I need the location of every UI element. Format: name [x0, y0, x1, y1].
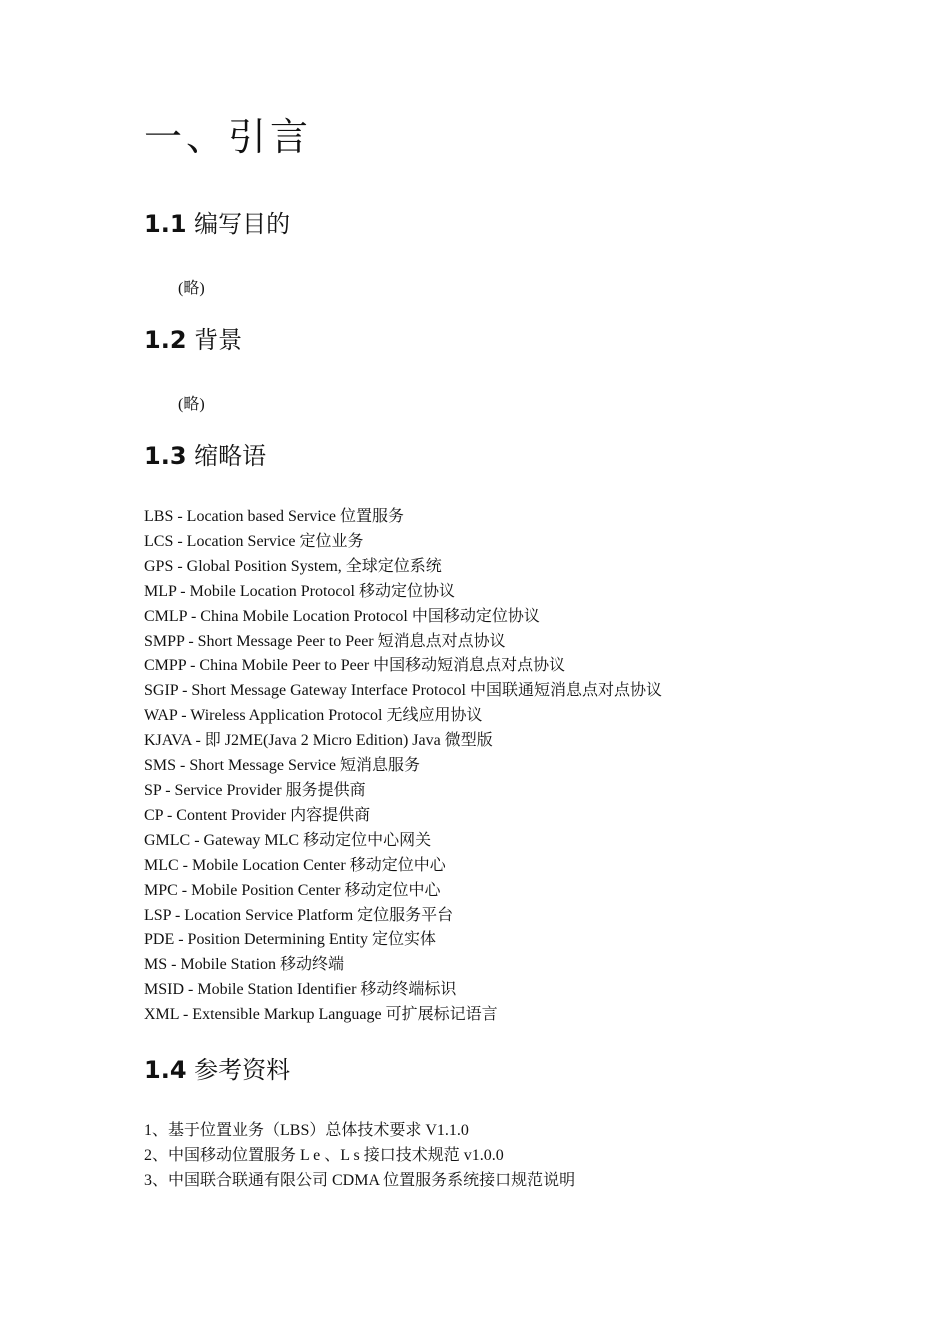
- abbreviation-item: MLP - Mobile Location Protocol 移动定位协议: [144, 582, 455, 600]
- abbreviation-item: LBS - Location based Service 位置服务: [144, 508, 404, 525]
- abbreviation-item: KJAVA - 即 J2ME(Java 2 Micro Edition) Java 微型版: [144, 732, 493, 750]
- abbreviation-item: WAP - Wireless Application Protocol 无线应用协议: [144, 707, 483, 725]
- abbreviation-item: SMS - Short Message Service 短消息服务: [144, 757, 420, 775]
- abbreviation-item: MSID - Mobile Station Identifier 移动终端标识: [144, 981, 457, 999]
- abbreviation-item: CP - Content Provider 内容提供商: [144, 806, 371, 824]
- section-title: 背景: [194, 326, 243, 354]
- reference-item: 3、中国联合联通有限公司 CDMA 位置服务系统接口规范说明: [144, 1171, 576, 1189]
- reference-item: 2、中国移动位置服务 L e 、L s 接口技术规范 v1.0.0: [144, 1146, 504, 1164]
- abbreviation-item: CMPP - China Mobile Peer to Peer 中国移动短消息点对点协议: [144, 657, 566, 675]
- abbreviation-list: [144, 505, 662, 1028]
- section-heading-1-2: [144, 320, 242, 355]
- abbreviation-item: LCS - Location Service 定位业务: [144, 532, 364, 550]
- abbreviation-item: LSP - Location Service Platform 定位服务平台: [144, 906, 454, 924]
- abbreviation-item: MS - Mobile Station 移动终端: [144, 956, 345, 974]
- abbreviation-item: GMLC - Gateway MLC 移动定位中心网关: [144, 831, 432, 849]
- reference-list: [144, 1119, 575, 1194]
- section-note: (略): [178, 396, 205, 413]
- abbreviation-item: SMPP - Short Message Peer to Peer 短消息点对点协议: [144, 632, 506, 650]
- section-note: (略): [178, 280, 205, 297]
- section-title: 参考资料: [194, 1056, 291, 1084]
- section-heading-1-4: [144, 1050, 290, 1085]
- abbreviation-item: MPC - Mobile Position Center 移动定位中心: [144, 881, 441, 899]
- section-title: 缩略语: [194, 442, 267, 470]
- section-heading-1-3: [144, 436, 266, 471]
- abbreviation-item: XML - Extensible Markup Language 可扩展标记语言: [144, 1006, 498, 1024]
- section-number: 1.4: [144, 1056, 187, 1084]
- abbreviation-item: GPS - Global Position System, 全球定位系统: [144, 557, 442, 575]
- abbreviation-item: CMLP - China Mobile Location Protocol 中国移动定位协议: [144, 607, 540, 625]
- section-title: 编写目的: [194, 210, 291, 238]
- abbreviation-item: SP - Service Provider 服务提供商: [144, 781, 366, 799]
- section-number: 1.3: [144, 442, 187, 470]
- abbreviation-item: SGIP - Short Message Gateway Interface Protocol 中国联通短消息点对点协议: [144, 682, 662, 700]
- abbreviation-item: PDE - Position Determining Entity 定位实体: [144, 931, 436, 949]
- section-number: 1.2: [144, 326, 187, 354]
- section-number: 1.1: [144, 210, 187, 238]
- chapter-heading: 一、引言: [144, 115, 313, 159]
- abbreviation-item: MLC - Mobile Location Center 移动定位中心: [144, 856, 446, 874]
- section-heading-1-1: [144, 204, 290, 239]
- reference-item: 1、基于位置业务（LBS）总体技术要求 V1.1.0: [144, 1122, 469, 1139]
